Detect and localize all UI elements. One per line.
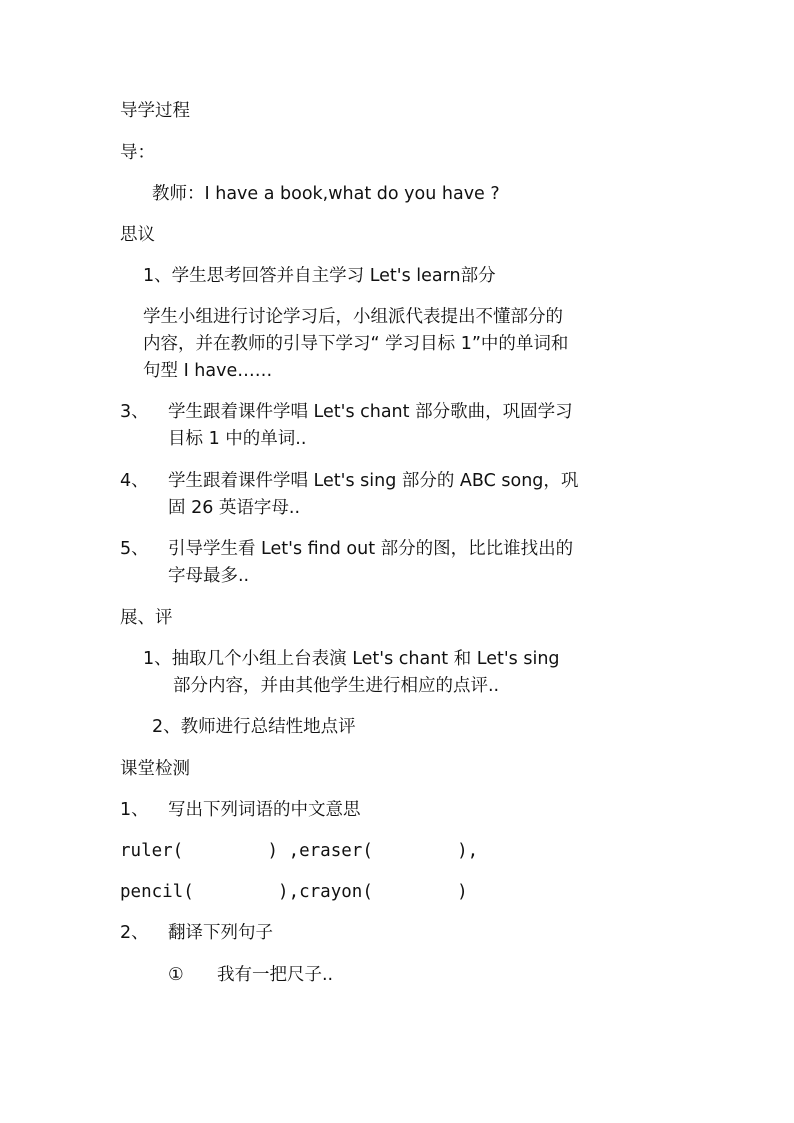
think-item-5-line-2: 字母最多.. [168, 566, 250, 586]
think-item-3-number: 3、 [120, 402, 149, 422]
think-item-4-number: 4、 [120, 471, 149, 491]
think-item-3-line-1: 学生跟着课件学唱 Let's chant 部分歌曲，巩固学习 [168, 402, 573, 422]
sub-question-1-text: 我有一把尺子.. [217, 965, 334, 985]
vocab-row-1: ruler( ) ,eraser( ), [120, 841, 479, 861]
think-item-1: 1、学生思考回答并自主学习 Let's learn部分 [143, 266, 496, 286]
teacher-dialogue-line: 教师：I have a book,what do you have ? [152, 184, 500, 204]
section-heading-guide-process: 导学过程 [120, 101, 190, 121]
think-paragraph-line-2: 内容，并在教师的引导下学习“ 学习目标 1”中的单词和 [143, 334, 569, 354]
review-item-1-line-1: 1、抽取几个小组上台表演 Let's chant 和 Let's sing [143, 649, 560, 669]
section-heading-classroom-test: 课堂检测 [120, 759, 190, 779]
review-item-2: 2、教师进行总结性地点评 [152, 717, 356, 737]
test-question-2-number: 2、 [120, 923, 149, 943]
think-item-4-line-2: 固 26 英语字母.. [168, 498, 301, 518]
vocab-row-2: pencil( ),crayon( ) [120, 882, 468, 902]
review-item-1-line-2: 部分内容，并由其他学生进行相应的点评.. [173, 676, 500, 696]
think-paragraph-line-3: 句型 I have…… [143, 361, 273, 381]
section-heading-guide: 导： [120, 143, 155, 163]
test-question-2-text: 翻译下列句子 [168, 923, 273, 943]
section-heading-show-review: 展、评 [120, 608, 173, 628]
think-paragraph-line-1: 学生小组进行讨论学习后，小组派代表提出不懂部分的 [143, 307, 563, 327]
think-item-5-line-1: 引导学生看 Let's find out 部分的图，比比谁找出的 [168, 539, 574, 559]
test-question-1-text: 写出下列词语的中文意思 [168, 800, 361, 820]
test-question-1-number: 1、 [120, 800, 149, 820]
think-item-3-line-2: 目标 1 中的单词.. [168, 429, 307, 449]
sub-question-1-number: ① [168, 965, 184, 985]
section-heading-think: 思议 [120, 225, 155, 245]
think-item-4-line-1: 学生跟着课件学唱 Let's sing 部分的 ABC song，巩 [168, 471, 579, 491]
think-item-5-number: 5、 [120, 539, 149, 559]
